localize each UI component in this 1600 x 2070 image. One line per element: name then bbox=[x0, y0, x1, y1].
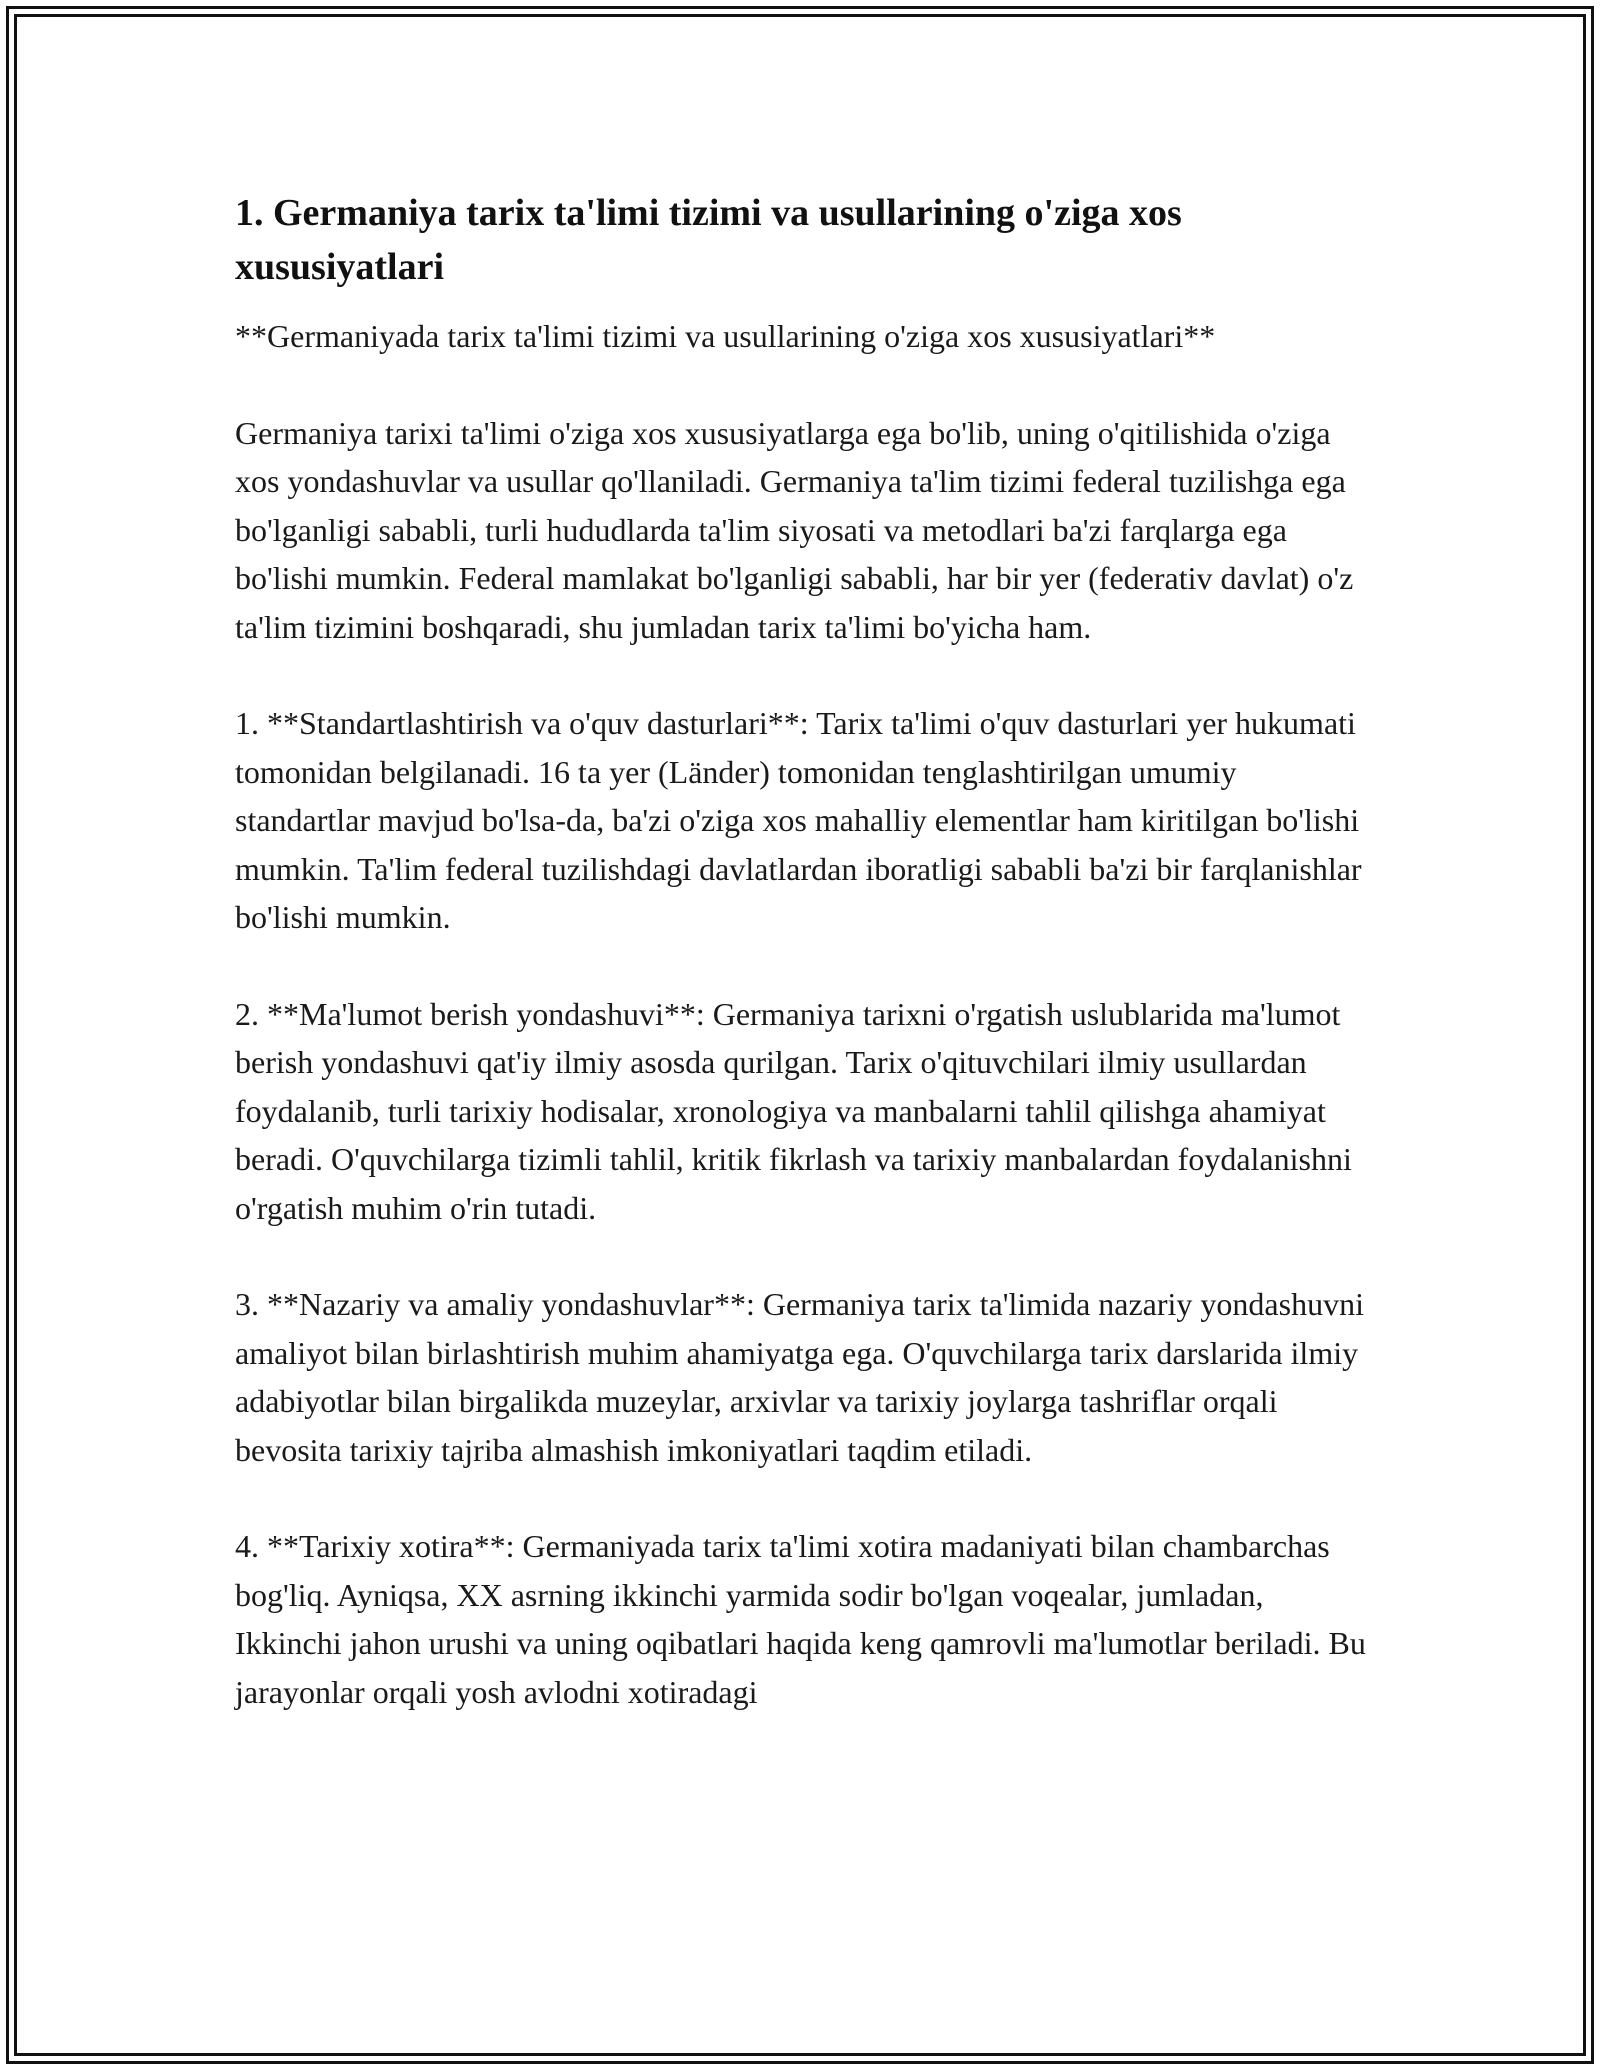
document-body bbox=[235, 186, 1375, 1764]
document-subtitle: **Germaniyada tarix ta'limi tizimi va usullarining o'ziga xos xususiyatlari** bbox=[235, 318, 1216, 354]
paragraph-theory-practice: 3. **Nazariy va amaliy yondashuvlar**: Germaniya tarix ta'limida nazariy yondashuvni amaliyot bilan birlashtirish muhim ahamiyatga ega. O'quvchilarga tarix darslarida ilmiy adabiyotlar bilan birgalikda muzeylar, arxivlar va tarixiy joylarga tashriflar orqali bevosita tarixiy tajriba almashish imkoniyatlari taqdim etiladi. bbox=[235, 1286, 1364, 1468]
paragraph-information-approach: 2. **Ma'lumot berish yondashuvi**: Germaniya tarixni o'rgatish uslublarida ma'lumot berish yondashuvi qat'iy ilmiy asosda qurilgan. Tarix o'qituvchilari ilmiy usullardan foydalanib, turli tarixiy hodisalar, xronologiya va manbalarni tahlil qilishga ahamiyat beradi. O'quvchilarga tizimli tahlil, kritik fikrlash va tarixiy manbalardan foydalanishni o'rgatish muhim o'rin tutadi. bbox=[235, 995, 1352, 1226]
document-title: 1. Germaniya tarix ta'limi tizimi va usullarining o'ziga xos xususiyatlari bbox=[235, 192, 1182, 288]
paragraph-standardization: 1. **Standartlashtirish va o'quv dasturlari**: Tarix ta'limi o'quv dasturlari yer hukumati tomonidan belgilanadi. 16 ta yer (Länder) tomonidan tenglashtirilgan umumiy standartlar mavjud bo'lsa-da, ba'zi o'ziga xos mahalliy elementlar ham kiritilgan bo'lishi mumkin. Ta'lim federal tuzilishdagi davlatlardan iboratligi sababli ba'zi bir farqlanishlar bo'lishi mumkin. bbox=[235, 705, 1362, 935]
paragraph-historical-memory: 4. **Tarixiy xotira**: Germaniyada tarix ta'limi xotira madaniyati bilan chambarchas bog'liq. Ayniqsa, XX asrning ikkinchi yarmida sodir bo'lgan voqealar, jumladan, Ikkinchi jahon urushi va uning oqibatlari haqida keng qamrovli ma'lumotlar beriladi. Bu jarayonlar orqali yosh avlodni xotiradagi bbox=[235, 1528, 1366, 1710]
paragraph-intro: Germaniya tarixi ta'limi o'ziga xos xususiyatlarga ega bo'lib, uning o'qitilishida o'ziga xos yondashuvlar va usullar qo'llaniladi. Germaniya ta'lim tizimi federal tuzilishga ega bo'lganligi sababli, turli hududlarda ta'lim siyosati va metodlari ba'zi farqlarga ega bo'lishi mumkin. Federal mamlakat bo'lganligi sababli, har bir yer (federativ davlat) o'z ta'lim tizimini boshqaradi, shu jumladan tarix ta'limi bo'yicha ham. bbox=[235, 414, 1354, 645]
